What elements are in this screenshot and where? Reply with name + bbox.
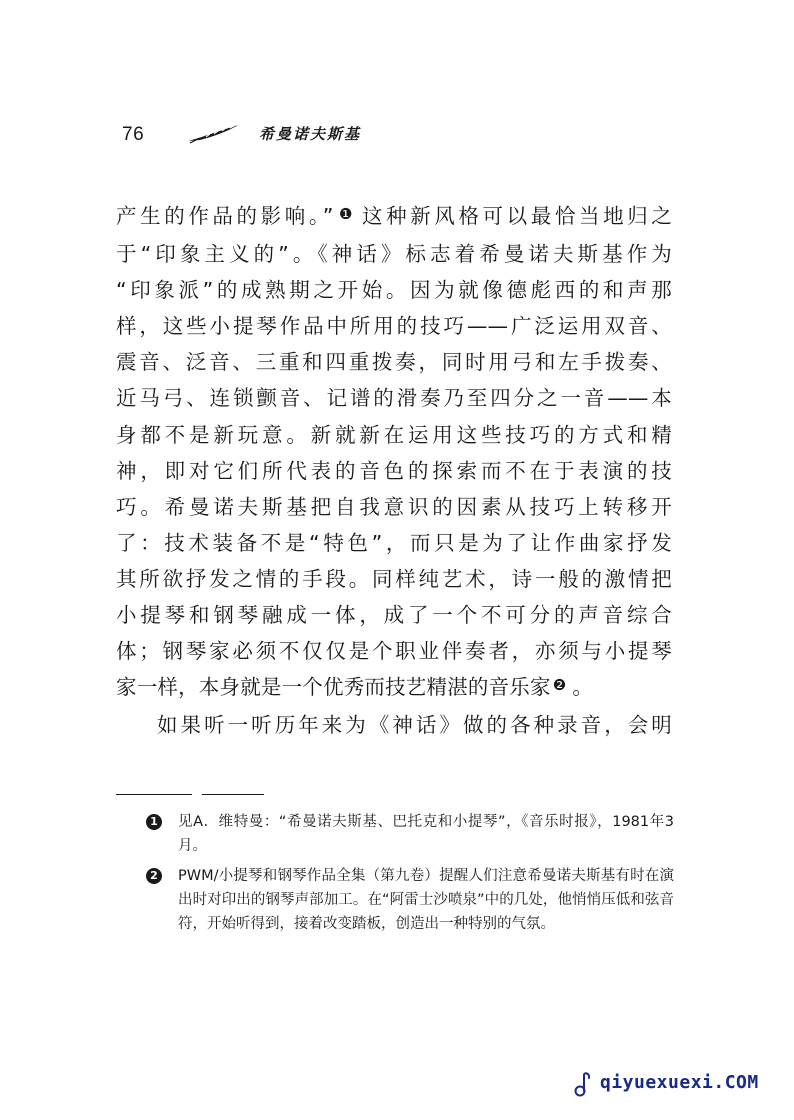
body-line: 样，这些小提琴作品中所用的技巧——广泛运用双音、 [116, 314, 672, 339]
footnote [144, 810, 674, 858]
body-line: 身都不是新玩意。新就新在运用这些技巧的方式和精 [116, 422, 672, 447]
footnote-marker: 1 [146, 814, 162, 830]
body-line [116, 198, 672, 236]
running-header [116, 122, 676, 152]
site-watermark [560, 1064, 780, 1104]
body-text [116, 198, 672, 743]
body-line: 体；钢琴家必须不仅仅是个职业伴奏者，亦须与小提琴 [116, 639, 672, 664]
body-line: 小提琴和钢琴融成一体，成了一个不可分的声音综合 [116, 603, 672, 628]
body-line: “印象派”的成熟期之开始。因为就像德彪西的和声那 [116, 278, 672, 303]
watermark-text: qiyuexuexi.COM [600, 1072, 759, 1093]
footnote-text: 见A．维特曼：“希曼诺夫斯基、巴托克和小提琴”，《音乐时报》，1981年3月。 [178, 814, 674, 854]
treble-clef-icon [568, 1070, 596, 1098]
running-title: 希曼诺夫斯基 [259, 125, 362, 143]
footnote-text: PWM/小提琴和钢琴作品全集（第九卷）提醒人们注意希曼诺夫斯基有时在演出时对印出的钢琴声部加工。在“阿雷士沙喷泉”中的几处，他悄悄压低和弦音符，开始听得到，接着改变踏板，创造出一种特别的气氛。 [178, 868, 674, 932]
body-line-segment: 产生的作品的影响。” [116, 204, 334, 228]
body-line-segment: 家一样，本身就是一个优秀而技艺精湛的音乐家 [116, 675, 551, 700]
body-line: 了：技术装备不是“特色”，而只是为了让作曲家抒发 [116, 530, 672, 555]
page-number: 76 [122, 124, 145, 145]
footnotes [144, 810, 674, 942]
footnote-divider [116, 793, 264, 796]
body-line: 家一样，本身就是一个优秀而技艺精湛的音乐家 ❷ 。 [116, 675, 594, 700]
body-line-segment: 这种新风格可以最恰当地归之 [362, 204, 672, 228]
body-line: 近马弓、连锁颤音、记谱的滑奏乃至四分之一音——本 [116, 386, 672, 411]
footnote-ref: ❷ [552, 676, 567, 695]
body-line: 震音、泛音、三重和四重拨奏，同时用弓和左手拨奏、 [116, 350, 672, 375]
body-line: 神，即对它们所代表的音色的探索而不在于表演的技 [116, 458, 672, 483]
footnote [144, 864, 674, 936]
footnote-marker: 2 [146, 868, 162, 884]
footnote-ref: ❶ [335, 205, 357, 223]
body-line: 如果听一听历年来为《神话》做的各种录音，会明 [157, 713, 672, 738]
feather-quill-icon [186, 122, 242, 144]
body-line: 其所欲抒发之情的手段。同样纯艺术，诗一般的激情把 [116, 566, 672, 591]
body-line: 巧。希曼诺夫斯基把自我意识的因素从技巧上转移开 [116, 494, 672, 519]
body-line: 于“印象主义的”。《神话》标志着希曼诺夫斯基作为 [116, 242, 672, 267]
